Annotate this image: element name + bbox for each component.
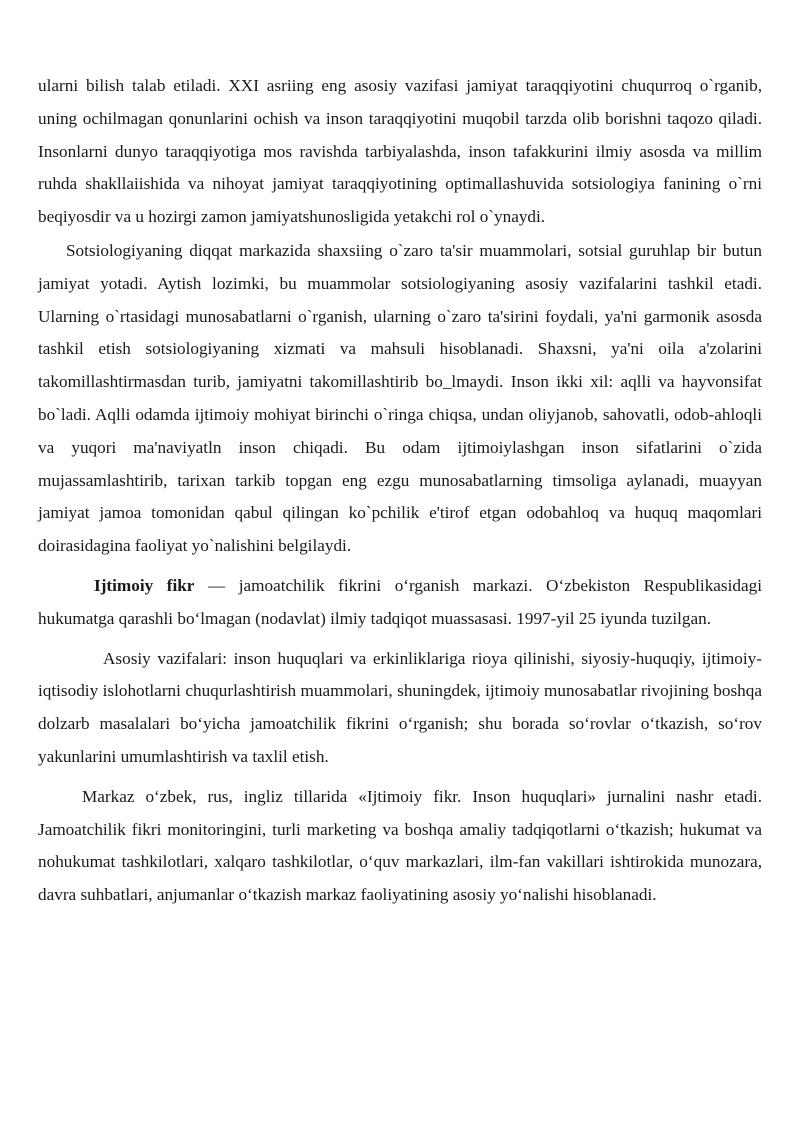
paragraph-main-tasks: Asosiy vazifalari: inson huquqlari va erkinliklariga rioya qilinishi, siyosiy-huquqiy, ijtimoiy-iqtisodiy islohotlarni chuqurlashtirish muammolari, shuningdek, ijtimoiy munosabatlar rivojining boshqa dolzarb masalalari bo‘yicha jamoatchilik fikrini o‘rganish; shu borada so‘rovlar o‘tkazish, so‘rov yakunlarini umumlashtirish va taxlil etish. (38, 648, 762, 766)
defined-term: Ijtimoiy fikr (94, 575, 195, 595)
document-page (38, 70, 762, 912)
definition-text: — jamoatchilik fikrini o‘rganish markazi. O‘zbekiston Respublikasidagi hukumatga qarashli bo‘lmagan (nodavlat) ilmiy tadqiqot muassasasi. 1997-yil 25 iyunda tuzilgan. (38, 575, 762, 628)
paragraph-sociology-focus: Sotsiologiyaning diqqat markazida shaxsiing o`zaro ta'sir muammolari, sotsial guruhlap bir butun jamiyat yotadi. Aytish lozimki, bu muammolar sotsiologiyaning asosiy vazifalarini tashkil etadi. Ularning o`rtasidagi munosabatlarni o`rganish, ularning o`zaro ta'sirini foydali, ya'ni garmonik asosda tashkil etish sotsiologiyaning xizmati va mahsuli hisoblanadi. Shaxsni, ya'ni oila a'zolarini takomillashtirmasdan turib, jamiyatni takomillashtirib bo_lmaydi. Inson ikki xil: aqlli va hayvonsifat bo`ladi. Aqlli odamda ijtimoiy mohiyat birinchi o`ringa chiqsa, undan oliyjanob, sahovatli, odob-ahloqli va yuqori ma'naviyatln inson chiqadi. Bu odam ijtimoiylashgan inson sifatlarini o`zida mujassamlashtirib, tarixan tarkib topgan eng ezgu munosabatlarning timsoliga aylanadi, muayyan jamiyat jamoa tomonidan qabul qilingan ko`pchilik e'tirof etgan odobahloq va huquq maqomlari doirasidagina faoliyat yo`nalishini belgilaydi. (38, 240, 762, 556)
paragraph-intro-continuation: ularni bilish talab etiladi. XXI asriing eng asosiy vazifasi jamiyat taraqqiyotini chuqurroq o`rganib, uning ochilmagan qonunlarini ochish va inson taraqqiyotini muqobil tarzda olib borishni taqozo qiladi. Insonlarni dunyo taraqqiyotiga mos ravishda tarbiyalashda, inson tafakkurini ilmiy asosda va millim ruhda shakllaiishida va nihoyat jamiyat taraqqiyotining optimallashuvida sotsiologiya fanining o`rni beqiyosdir va u hozirgi zamon jamiyatshunosligida yetakchi rol o`ynaydi. (38, 76, 762, 227)
paragraph-ijtimoiy-fikr-definition (38, 570, 762, 636)
paragraph-center-activities: Markaz o‘zbek, rus, ingliz tillarida «Ijtimoiy fikr. Inson huquqlari» jurnalini nashr etadi. Jamoatchilik fikri monitoringini, turli marketing va boshqa amaliy tadqiqotlarni o‘tkazish; hukumat va nohukumat tashkilotlari, xalqaro tashkilotlar, o‘quv markazlari, ilm-fan vakillari ishtirokida munozara, davra suhbatlari, anjumanlar o‘tkazish markaz faoliyatining asosiy yo‘nalishi hisoblanadi. (38, 786, 762, 905)
